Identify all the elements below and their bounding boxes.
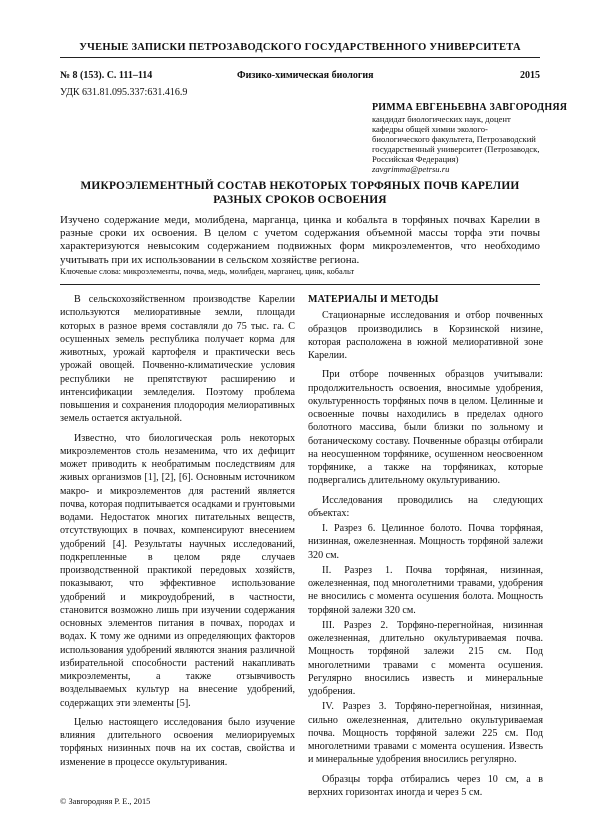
body-paragraph: В сельскохозяйственном производстве Карелии используются мелиоративные земли, площади которых в разное время составляли до 75 тыс. га. С осушенных земель республика получает корма для животных, урожай картофеля и практически весь урожай овощей. Почвенно-климатические условия республики не препятствуют расширению и интенсификации земледелия. Поэтому проблема повышения и сохранения плодородия мелиоративных земель остается актуальной. [60, 294, 295, 425]
article-title: МИКРОЭЛЕМЕНТНЫЙ СОСТАВ НЕКОТОРЫХ ТОРФЯНЫХ ПОЧВ КАРЕЛИИ РАЗНЫХ СРОКОВ ОСВОЕНИЯ [80, 180, 520, 206]
abstract: Изучено содержание меди, молибдена, марганца, цинка и кобальта в торфяных почвах Карелии в разные сроки их освоения. В целом с учетом содержания объемной массы торфа эти почвы характеризуются невысоким содержанием подвижных форм микроэлементов, что необходимо учитывать при их использовании в сельском хозяйстве региона. [60, 214, 540, 266]
author-affiliation: кандидат биологических наук, доцент кафедры общей химии эколого-биологического факультета, Петрозаводский государственный университет (Петрозаводск, Российская Федерация) [372, 114, 540, 164]
header-divider [60, 57, 540, 58]
section-heading: МАТЕРИАЛЫ И МЕТОДЫ [308, 294, 439, 305]
site-description: I. Разрез 6. Целинное болото. Почва торфяная, низинная, ожелезненная. Мощность торфяной залежи 320 см. [308, 523, 543, 561]
author-email[interactable]: zavgrimma@petrsu.ru [372, 164, 450, 174]
publication-year: 2015 [520, 70, 540, 81]
body-paragraph: При отборе почвенных образцов учитывали: продолжительность освоения, вносимые удобрения, окультуренность торфяных почв в целом. Целинные и освоенные почвы находились в пределах одного болотного массива, были близки по зольному и ботаническому составу. Почвенные образцы отбирали на неосушенном торфянике, осушенном неосвоенном торфянике, а также на торфяниках, которые подвергались длительному окультуриванию. [308, 369, 543, 487]
site-description: III. Разрез 2. Торфяно-перегнойная, низинная ожелезненная, длительно окультуриваемая почва. Мощность торфяной залежи 215 см. Под многолетними травами с момента осушения. Регулярно вносились известь и минеральные удобрения. [308, 619, 543, 697]
left-column [60, 293, 295, 769]
abstract-divider [60, 284, 540, 285]
section-name: Физико-химическая биология [237, 70, 374, 81]
body-paragraph: Образцы торфа отбирались через 10 см, а в верхних горизонтах иногда и через 5 см. [308, 773, 543, 798]
body-paragraph: Стационарные исследования и отбор почвенных образцов производились в Корзинской низине, которая расположена в южной мелиоративной зоне Карелии. [308, 310, 543, 361]
copyright-notice: © Завгородняя Р. Е., 2015 [60, 797, 151, 806]
site-description: IV. Разрез 3. Торфяно-перегнойная, низинная, сильно ожелезненная, длительно окультуриваемая почва. Мощность торфяной залежи 225 см. Под многолетними травами с момента осушения. Известь и минеральные удобрения вносились регулярно. [308, 701, 543, 766]
body-paragraph: Целью настоящего исследования было изучение влияния длительного освоения мелиорируемых торфяных низинных почв на их состав, свойства и изменение в процессе окультуривания. [60, 716, 295, 768]
keywords: Ключевые слова: микроэлементы, почва, медь, молибден, марганец, цинк, кобальт [60, 267, 355, 276]
site-description: II. Разрез 1. Почва торфяная, низинная, ожелезненная, под многолетними травами, удобрения не вносились с момента осушения болота. Мощность торфяной залежи 320 см. [308, 564, 543, 616]
right-column [308, 293, 543, 799]
udc-code: УДК 631.81.095.337:631.416.9 [60, 87, 188, 98]
body-paragraph: Исследования проводились на следующих объектах: [308, 494, 543, 519]
issue-info: № 8 (153). С. 111–114 [60, 70, 153, 81]
body-paragraph: Известно, что биологическая роль некоторых микроэлементов столь незаменима, что их дефицит может приводить к необратимым последствиям для живых организмов [1], [2], [6]. Основным источником макро- и микроэлементов для растений является почва, которая подпитывается осадками и грунтовыми водами. Недостаток многих питательных веществ, отсутствующих в почвах, компенсируют внесением удобрений [4]. Результаты научных исследований, подкрепленные в целом ряде случаев производственной практикой передовых хозяйств, показывают, что эффективное использование удобрений и микроудобрений, в частности, становится возможно лишь при изучении содержания основных элементов питания в почвах, породах и водах. К тому же одними из определяющих факторов использования удобрений являются знания различной избирательной способности растений накапливать микроэлементы, а также отзывчивость возделываемых культур на внесение удобрений, содержащих эти элементы [5]. [60, 432, 295, 709]
author-name: РИММА ЕВГЕНЬЕВНА ЗАВГОРОДНЯЯ [372, 102, 568, 113]
journal-title: УЧЕНЫЕ ЗАПИСКИ ПЕТРОЗАВОДСКОГО ГОСУДАРСТВЕННОГО УНИВЕРСИТЕТА [79, 42, 521, 53]
